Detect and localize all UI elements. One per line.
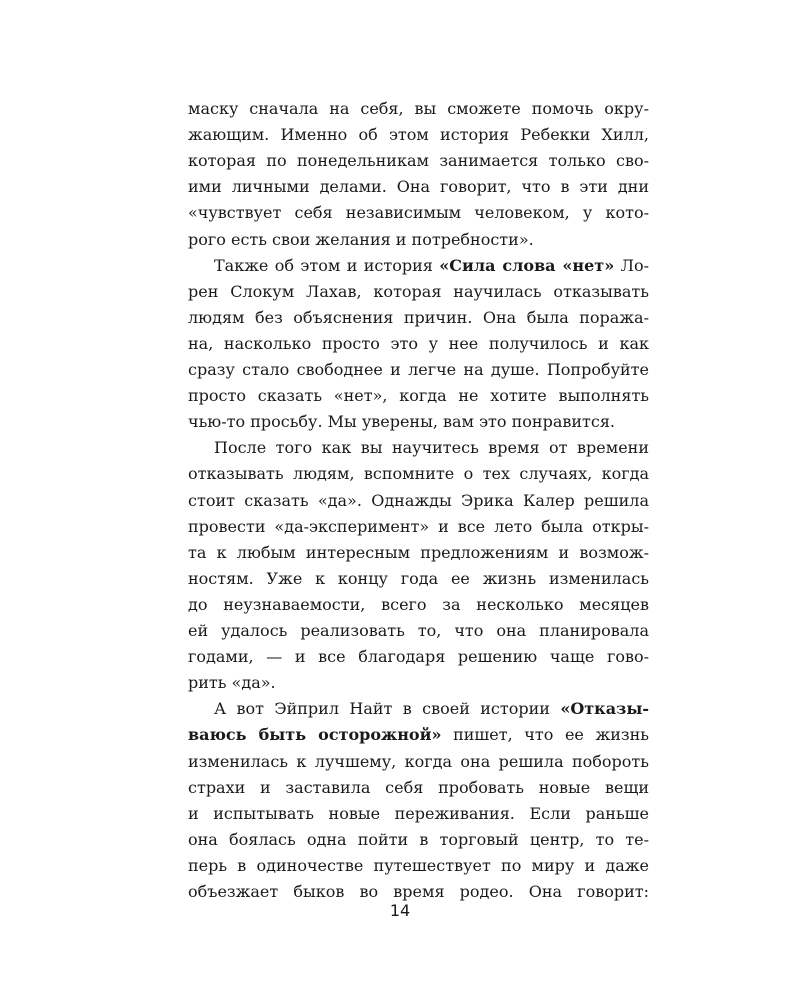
text-line (188, 122, 649, 148)
text-line (188, 174, 649, 200)
text-line (188, 409, 649, 435)
text-segment: жающим. Именно об этом история Ребекки Хилл, (188, 125, 649, 145)
text-segment: рить «да». (188, 673, 276, 693)
text-segment: та к любым интересным предложениям и возмож- (188, 542, 649, 562)
text-line (214, 253, 649, 279)
text-segment: годами, — и все благодаря решению чаще гово- (188, 647, 649, 667)
text-segment: стоит сказать «да». Однажды Эрика Калер решила (188, 490, 649, 510)
text-line (188, 827, 649, 853)
text-line (188, 853, 649, 879)
text-line (188, 383, 649, 409)
text-line (188, 566, 649, 592)
text-segment: «чувствует себя независимым человеком, у кото- (188, 203, 649, 223)
page-number: 14 (389, 901, 411, 920)
text-segment: Также об этом и история (214, 255, 440, 275)
text-segment: сразу стало свободнее и легче на душе. Попробуйте (188, 360, 649, 379)
text-segment: она боялась одна пойти в торговый центр, то те- (188, 829, 649, 849)
story-title: «Сила слова «нет» (439, 255, 615, 275)
text-segment: отказывать людям, вспомните о тех случаях, когда (188, 464, 649, 484)
text-line (188, 488, 649, 514)
text-line (188, 331, 649, 357)
text-line (188, 749, 649, 775)
text-segment: на, насколько просто это у нее получилось и как (188, 333, 649, 353)
text-segment: маску сначала на себя, вы сможете помочь окру- (188, 99, 649, 118)
text-line (188, 775, 649, 801)
text-line (188, 592, 649, 618)
text-line (188, 96, 649, 122)
text-line (188, 227, 649, 253)
text-line (188, 305, 649, 331)
text-segment: провести «да-эксперимент» и все лето была откры- (188, 516, 649, 536)
text-segment: А вот Эйприл Найт в своей истории (214, 699, 561, 719)
text-segment: рен Слокум Лахав, которая научилась отказывать (188, 281, 649, 301)
story-title: «Отказы- (560, 699, 649, 719)
text-segment: страхи и заставила себя пробовать новые вещи (188, 777, 649, 797)
story-title: ваюсь быть осторожной» (188, 725, 442, 745)
text-segment: до неузнаваемости, всего за несколько месяцев (188, 594, 649, 614)
text-segment: чью-то просьбу. Мы уверены, вам это понравится. (188, 412, 616, 432)
text-line (188, 801, 649, 827)
text-segment: перь в одиночестве путешествует по миру и даже (188, 855, 649, 875)
text-segment: и испытывать новые переживания. Если раньше (188, 803, 649, 823)
text-line (188, 461, 649, 487)
text-line (188, 540, 649, 566)
text-line (188, 722, 649, 748)
text-line (188, 514, 649, 540)
text-line (214, 435, 649, 461)
text-line (188, 618, 649, 644)
text-segment: объезжает быков во время родео. Она говорит: (188, 882, 649, 901)
text-segment: которая по понедельникам занимается только сво- (188, 151, 649, 171)
text-line (214, 696, 649, 722)
text-line (188, 200, 649, 226)
text-segment: ностям. Уже к концу года ее жизнь изменилась (188, 568, 649, 588)
text-line (188, 670, 649, 696)
text-segment: просто сказать «нет», когда не хотите выполнять (188, 386, 649, 406)
text-line (188, 644, 649, 670)
text-line (188, 279, 649, 305)
text-line (188, 148, 649, 174)
text-segment: После того как вы научитесь время от времени (214, 438, 649, 458)
text-segment: рого есть свои желания и потребности». (188, 229, 534, 249)
text-segment: пишет, что ее жизнь (441, 725, 650, 745)
text-segment: изменилась к лучшему, когда она решила побороть (188, 751, 649, 771)
text-line (188, 357, 649, 383)
text-segment: ими личными делами. Она говорит, что в эти дни (188, 177, 649, 197)
text-segment: людям без объяснения причин. Она была поража- (188, 307, 649, 327)
text-segment: ей удалось реализовать то, что она планировала (188, 621, 649, 640)
text-segment: Ло- (614, 255, 649, 275)
